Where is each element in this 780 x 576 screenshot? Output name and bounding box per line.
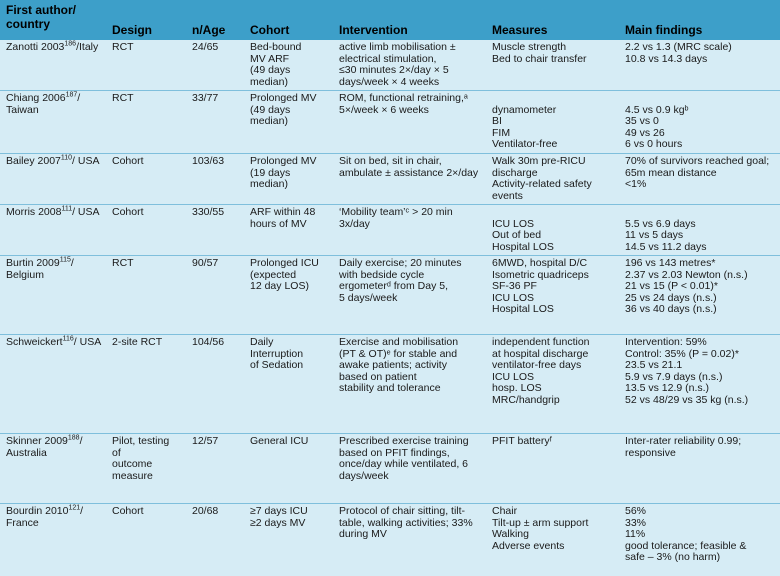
- findings-cell: [619, 434, 780, 504]
- design-cell-text: RCT: [112, 92, 134, 104]
- nage-cell-text: 20/68: [192, 505, 219, 517]
- nage-cell-text: 24/65: [192, 41, 219, 53]
- intervention-cell-text: Exercise and mobilisation (PT & OT)ᵉ for stable and awake patients; activity based on patient stability and tolerance: [339, 336, 459, 394]
- table-row: [0, 205, 780, 256]
- reference-number: 111: [61, 205, 73, 213]
- findings-cell: [619, 256, 780, 335]
- header-findings: Main findings: [619, 0, 780, 40]
- design-cell: [106, 154, 186, 205]
- intervention-cell: [333, 205, 486, 256]
- intervention-cell: [333, 154, 486, 205]
- measures-cell-text: PFIT batteryᶠ: [492, 435, 552, 447]
- design-cell-text: 2-site RCT: [112, 336, 163, 348]
- findings-cell-text: 196 vs 143 metres* 2.37 vs 2.03 Newton (n.s.) 21 vs 15 (P < 0.01)* 25 vs 24 days (n.s.) 36 vs 40 days (n.s.): [625, 257, 748, 315]
- intervention-cell: [333, 434, 486, 504]
- cohort-cell: [244, 434, 333, 504]
- cohort-cell: [244, 504, 333, 576]
- findings-cell: [619, 335, 780, 434]
- measures-cell-text: Walk 30m pre-RICU discharge Activity-related safety events: [492, 155, 592, 202]
- author-cell: [0, 40, 106, 91]
- nage-cell-text: 104/56: [192, 336, 225, 348]
- nage-cell: [186, 335, 244, 434]
- nage-cell-text: 103/63: [192, 155, 225, 167]
- author-cell: [0, 504, 106, 576]
- measures-cell: [486, 40, 619, 91]
- table-row: [0, 335, 780, 434]
- design-cell: [106, 40, 186, 91]
- intervention-cell: [333, 335, 486, 434]
- reference-number: 116: [62, 335, 74, 343]
- header-nage: n/Age: [186, 0, 244, 40]
- cohort-cell-text: Bed-bound MV ARF (49 days median): [250, 41, 302, 88]
- table-row: [0, 91, 780, 154]
- reference-number: 110: [60, 154, 73, 162]
- author-country: / USA: [73, 336, 102, 348]
- intervention-cell: [333, 504, 486, 576]
- cohort-cell: [244, 91, 333, 154]
- reference-number: 188: [67, 434, 80, 442]
- intervention-cell-text: Prescribed exercise training based on PFIT findings, once/day while ventilated, 6 days/week: [339, 435, 469, 482]
- nage-cell-text: 90/57: [192, 257, 219, 269]
- cohort-cell-text: Prolonged MV (49 days median): [250, 92, 317, 127]
- nage-cell: [186, 504, 244, 576]
- measures-cell-text: dynamometer BI FIM Ventilator-free: [492, 103, 558, 150]
- nage-cell: [186, 205, 244, 256]
- header-cohort: Cohort: [244, 0, 333, 40]
- measures-cell-text: Muscle strength Bed to chair transfer: [492, 41, 587, 65]
- author-cell: [0, 154, 106, 205]
- cohort-cell: [244, 154, 333, 205]
- cohort-cell-text: Daily Interruption of Sedation: [250, 336, 304, 371]
- intervention-cell-text: Sit on bed, sit in chair, ambulate ± assistance 2×/day: [339, 155, 479, 179]
- cohort-cell: [244, 205, 333, 256]
- measures-cell: [486, 154, 619, 205]
- measures-cell-text: ICU LOS Out of bed Hospital LOS: [492, 217, 554, 253]
- intervention-cell-text: ROM, functional retraining,ᵃ 5×/week × 6 weeks: [339, 92, 468, 116]
- measures-cell-text: 6MWD, hospital D/C Isometric quadriceps SF-36 PF ICU LOS Hospital LOS: [492, 257, 589, 315]
- design-cell-text: Pilot, testing of outcome measure: [112, 435, 170, 482]
- design-cell-text: Cohort: [112, 155, 144, 167]
- table-row: [0, 40, 780, 91]
- author-name: Bourdin 2010: [6, 505, 69, 517]
- author-name: Schweickert: [6, 336, 63, 348]
- measures-cell-text: independent function at hospital discharge ventilator-free days ICU LOS hosp. LOS MRC/handgrip: [492, 336, 590, 406]
- design-cell: [106, 205, 186, 256]
- nage-cell-text: 12/57: [192, 435, 219, 447]
- cohort-cell-text: General ICU: [250, 435, 309, 447]
- measures-cell: [486, 504, 619, 576]
- nage-cell-text: 330/55: [192, 206, 225, 218]
- author-name: Bailey 2007: [6, 155, 61, 167]
- design-cell: [106, 335, 186, 434]
- findings-cell-text: 2.2 vs 1.3 (MRC scale) 10.8 vs 14.3 days: [625, 41, 732, 65]
- author-country: /Italy: [76, 41, 99, 53]
- header-intervention: Intervention: [333, 0, 486, 40]
- findings-cell: [619, 40, 780, 91]
- findings-cell: [619, 205, 780, 256]
- intervention-cell: [333, 40, 486, 91]
- author-country: / Taiwan: [6, 92, 81, 116]
- reference-number: 115: [59, 256, 71, 264]
- nage-cell: [186, 256, 244, 335]
- design-cell: [106, 504, 186, 576]
- cohort-cell-text: Prolonged MV (19 days median): [250, 155, 317, 190]
- table-row: [0, 434, 780, 504]
- measures-cell: [486, 205, 619, 256]
- intervention-cell-text: Protocol of chair sitting, tilt-table, walking activities; 33% during MV: [339, 505, 473, 540]
- cohort-cell-text: Prolonged ICU (expected 12 day LOS): [250, 257, 319, 292]
- author-country: / Belgium: [6, 257, 74, 281]
- reference-number: 187: [65, 91, 78, 99]
- author-cell: [0, 91, 106, 154]
- author-cell: [0, 256, 106, 335]
- author-name: Morris 2008: [6, 206, 62, 218]
- design-cell-text: RCT: [112, 41, 134, 53]
- reference-number: 186: [64, 40, 77, 48]
- author-name: Chiang 2006: [6, 92, 66, 104]
- header-design: Design: [106, 0, 186, 40]
- findings-cell: [619, 91, 780, 154]
- author-country: / France: [6, 505, 84, 529]
- findings-cell-text: Intervention: 59% Control: 35% (P = 0.02)* 23.5 vs 21.1 5.9 vs 7.9 days (n.s.) 13.5 vs 12.9 (n.s.) 52 vs 48/29 vs 35 kg (n.s.): [625, 336, 749, 406]
- cohort-cell: [244, 335, 333, 434]
- author-name: Skinner 2009: [6, 435, 68, 447]
- findings-cell: [619, 504, 780, 576]
- author-cell: [0, 434, 106, 504]
- reference-number: 121: [68, 504, 81, 512]
- author-cell: [0, 335, 106, 434]
- design-cell-text: Cohort: [112, 206, 144, 218]
- findings-cell-text: 70% of survivors reached goal; 65m mean distance <1%: [625, 155, 770, 190]
- intervention-cell-text: ‘Mobility team’ᶜ > 20 min 3x/day: [339, 206, 453, 230]
- table-row: [0, 504, 780, 576]
- design-cell: [106, 91, 186, 154]
- author-cell: [0, 205, 106, 256]
- design-cell: [106, 256, 186, 335]
- author-country: / USA: [72, 206, 100, 218]
- header-row: [0, 0, 780, 40]
- cohort-cell: [244, 256, 333, 335]
- cohort-cell-text: ≥7 days ICU ≥2 days MV: [250, 505, 308, 529]
- design-cell-text: Cohort: [112, 505, 144, 517]
- nage-cell-text: 33/77: [192, 92, 219, 104]
- design-cell: [106, 434, 186, 504]
- findings-cell-text: Inter-rater reliability 0.99; responsive: [625, 435, 742, 459]
- intervention-cell-text: active limb mobilisation ± electrical stimulation, ≤30 minutes 2×/day × 5 days/week × 4 weeks: [339, 41, 456, 88]
- measures-cell: [486, 91, 619, 154]
- author-name: Burtin 2009: [6, 257, 60, 269]
- author-country: / Australia: [6, 435, 83, 459]
- measures-cell: [486, 434, 619, 504]
- findings-cell-text: 5.5 vs 6.9 days 11 vs 5 days 14.5 vs 11.2 days: [625, 217, 707, 253]
- nage-cell: [186, 154, 244, 205]
- design-cell-text: RCT: [112, 257, 134, 269]
- intervention-cell: [333, 256, 486, 335]
- measures-cell: [486, 335, 619, 434]
- intervention-cell: [333, 91, 486, 154]
- header-author: First author/ country: [0, 0, 106, 40]
- findings-cell-text: 56% 33% 11% good tolerance; feasible & safe – 3% (no harm): [625, 505, 747, 563]
- nage-cell: [186, 91, 244, 154]
- header-measures: Measures: [486, 0, 619, 40]
- measures-cell-text: Chair Tilt-up ± arm support Walking Adverse events: [492, 505, 589, 552]
- cohort-cell: [244, 40, 333, 91]
- table-row: [0, 154, 780, 205]
- cohort-cell-text: ARF within 48 hours of MV: [250, 206, 316, 230]
- measures-cell: [486, 256, 619, 335]
- intervention-cell-text: Daily exercise; 20 minutes with bedside cycle ergometerᵈ from Day 5, 5 days/week: [339, 257, 462, 304]
- nage-cell: [186, 434, 244, 504]
- findings-cell-text: 4.5 vs 0.9 kgᵇ 35 vs 0 49 vs 26 6 vs 0 hours: [625, 103, 689, 150]
- table-row: [0, 256, 780, 335]
- author-country: / USA: [72, 155, 100, 167]
- nage-cell: [186, 40, 244, 91]
- findings-cell: [619, 154, 780, 205]
- author-name: Zanotti 2003: [6, 41, 65, 53]
